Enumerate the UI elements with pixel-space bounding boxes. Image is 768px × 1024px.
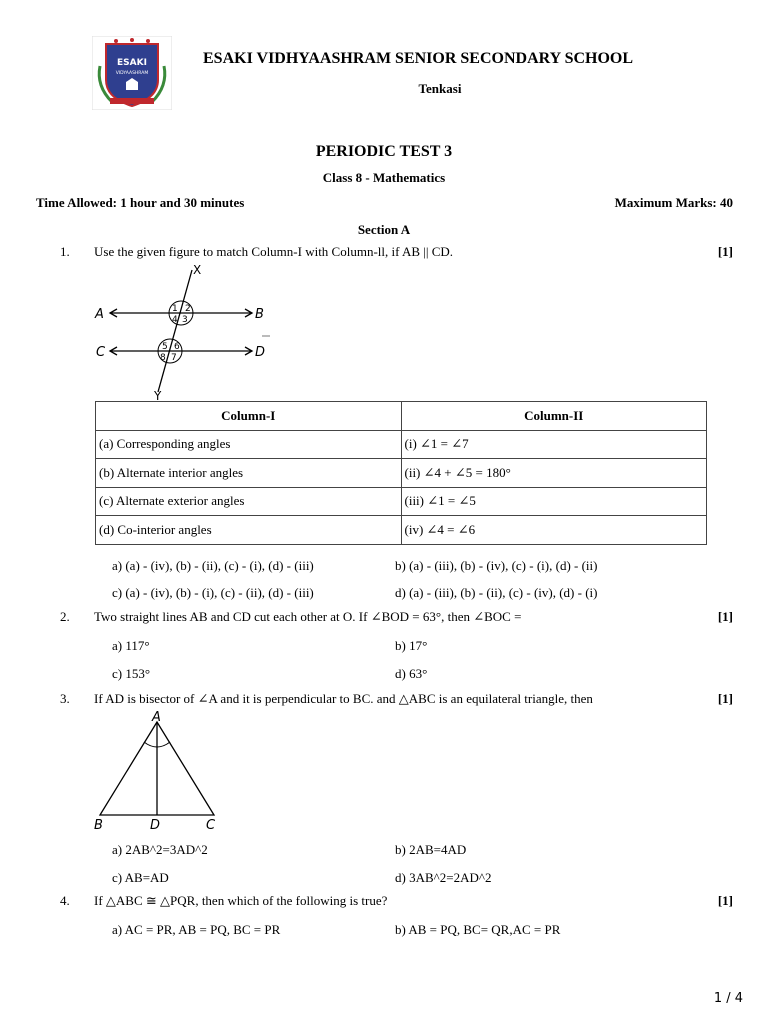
question-marks: [1]	[717, 691, 733, 706]
table-cell: (d) Co-interior angles	[96, 516, 402, 545]
option-c[interactable]: c) 153°	[112, 666, 151, 681]
match-table	[95, 401, 707, 545]
label-a: A	[95, 307, 104, 322]
table-row	[96, 430, 707, 459]
question-number: 2.	[60, 609, 70, 624]
angle-label-8: 8	[160, 353, 166, 363]
maximum-marks: Maximum Marks: 40	[614, 195, 733, 210]
option-b[interactable]: b) (a) - (iii), (b) - (iv), (c) - (i), (d) - (ii)	[395, 558, 598, 573]
school-name: ESAKI VIDHYAASHRAM SENIOR SECONDARY SCHOOL	[203, 50, 634, 67]
parallel-lines-figure	[92, 262, 282, 406]
option-c[interactable]: c) (a) - (iv), (b) - (i), (c) - (ii), (d) - (iii)	[112, 585, 314, 600]
angle-label-2: 2	[185, 304, 191, 314]
time-allowed: Time Allowed: 1 hour and 30 minutes	[36, 195, 245, 210]
label-b: B	[255, 307, 264, 322]
table-cell: (iii) ∠1 = ∠5	[401, 487, 707, 516]
question-number: 3.	[60, 691, 70, 706]
question-text: If △ABC ≅ △PQR, then which of the following is true?	[94, 893, 388, 908]
question-number: 1.	[60, 244, 70, 259]
label-c: C	[206, 818, 216, 833]
question-text: Two straight lines AB and CD cut each other at O. If ∠BOD = 63°, then ∠BOC =	[94, 609, 522, 624]
table-row	[96, 516, 707, 545]
triangle-figure	[92, 708, 222, 837]
option-b[interactable]: b) 17°	[395, 638, 428, 653]
column-header: Column-II	[401, 402, 707, 431]
logo-text: ESAKI	[117, 58, 147, 68]
option-d[interactable]: d) 63°	[395, 666, 428, 681]
option-a[interactable]: a) (a) - (iv), (b) - (ii), (c) - (i), (d) - (iii)	[112, 558, 314, 573]
table-row	[96, 487, 707, 516]
angle-label-1: 1	[172, 304, 178, 314]
label-a: A	[152, 710, 161, 725]
table-row	[96, 459, 707, 488]
table-header-row	[96, 402, 707, 431]
table-cell: (a) Corresponding angles	[96, 430, 402, 459]
logo-subtext: VIDYAASHRAM	[115, 71, 149, 76]
school-location: Tenkasi	[418, 81, 462, 96]
question-number: 4.	[60, 893, 70, 908]
angle-label-7: 7	[171, 353, 177, 363]
angle-label-6: 6	[174, 342, 180, 352]
angle-label-4: 4	[172, 315, 178, 325]
option-a[interactable]: a) 2AB^2=3AD^2	[112, 842, 208, 857]
question-text: If AD is bisector of ∠A and it is perpendicular to BC. and △ABC is an equilateral triangle, then	[94, 691, 593, 706]
angle-label-3: 3	[182, 315, 188, 325]
angle-label-5: 5	[162, 342, 168, 352]
section-heading: Section A	[357, 222, 411, 237]
question-marks: [1]	[717, 893, 733, 908]
option-a[interactable]: a) AC = PR, AB = PQ, BC = PR	[112, 922, 281, 937]
option-b[interactable]: b) 2AB=4AD	[395, 842, 467, 857]
question-text: Use the given figure to match Column-I with Column-ll, if AB || CD.	[94, 244, 454, 259]
option-b[interactable]: b) AB = PQ, BC= QR,AC = PR	[395, 922, 561, 937]
label-c: C	[96, 345, 106, 360]
table-cell: (iv) ∠4 = ∠6	[401, 516, 707, 545]
option-c[interactable]: c) AB=AD	[112, 870, 169, 885]
label-x: X	[193, 263, 202, 277]
table-cell: (ii) ∠4 + ∠5 = 180°	[401, 459, 707, 488]
column-header: Column-I	[96, 402, 402, 431]
page-number: 1 / 4	[713, 991, 743, 1006]
label-d: D	[150, 818, 161, 833]
option-d[interactable]: d) 3AB^2=2AD^2	[395, 870, 492, 885]
exam-title: PERIODIC TEST 3	[315, 143, 453, 160]
label-d: D	[255, 345, 266, 360]
exam-subtitle: Class 8 - Mathematics	[322, 170, 446, 185]
table-cell: (i) ∠1 = ∠7	[401, 430, 707, 459]
option-d[interactable]: d) (a) - (iii), (b) - (ii), (c) - (iv), (d) - (i)	[395, 585, 598, 600]
question-marks: [1]	[717, 609, 733, 624]
label-y: Y	[154, 389, 162, 402]
table-cell: (b) Alternate interior angles	[96, 459, 402, 488]
question-marks: [1]	[717, 244, 733, 259]
school-logo	[92, 36, 172, 110]
label-b: B	[94, 818, 103, 833]
table-cell: (c) Alternate exterior angles	[96, 487, 402, 516]
option-a[interactable]: a) 117°	[112, 638, 150, 653]
